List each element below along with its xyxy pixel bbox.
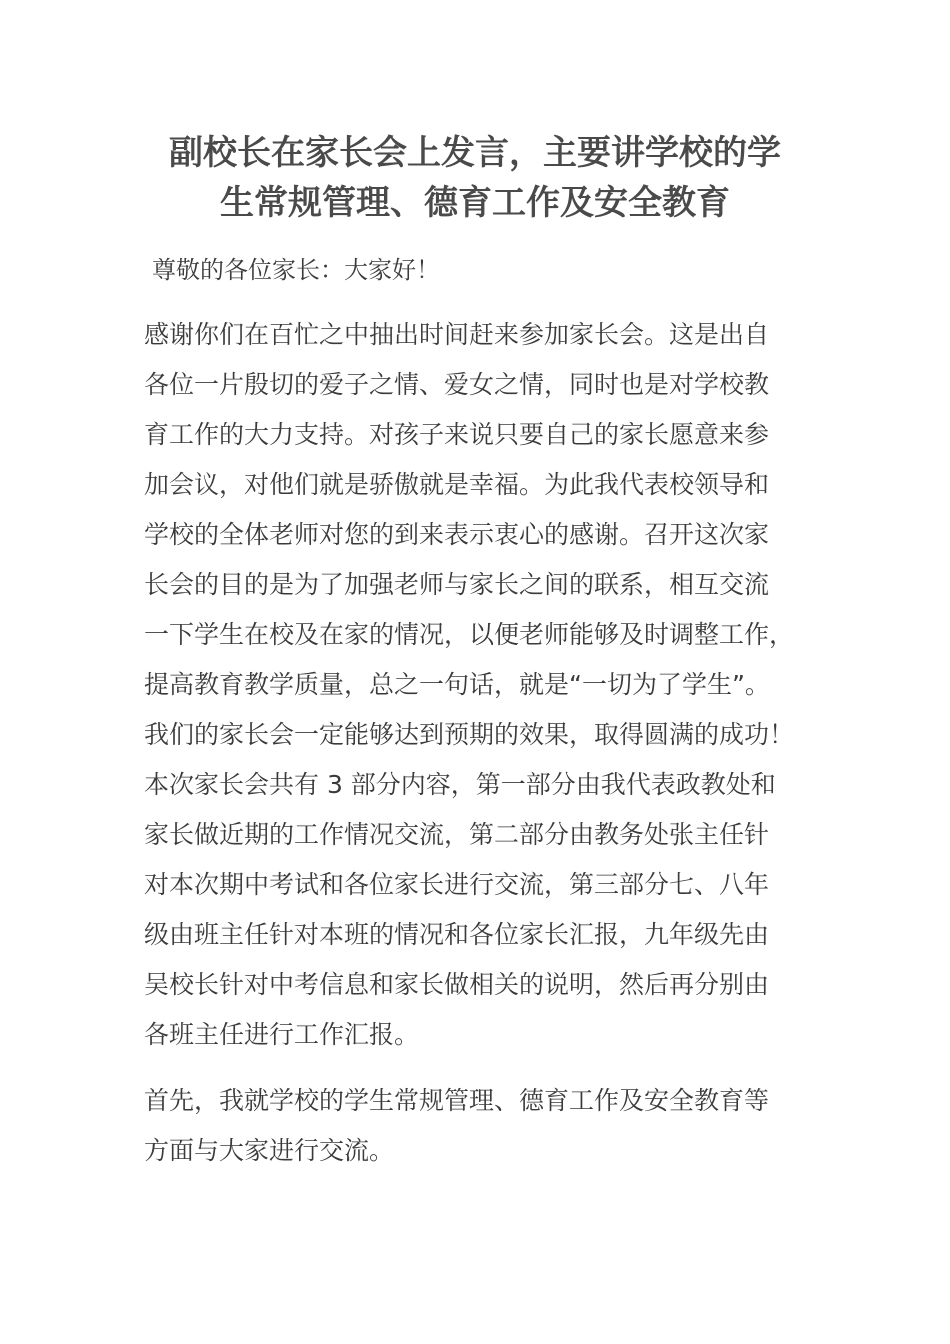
greeting: 尊敬的各位家长：大家好！ [152, 256, 440, 284]
text-line: 本次家长会共有 3 部分内容，第一部分由我代表政教处和 [144, 770, 776, 799]
title-line: 副校长在家长会上发言，主要讲学校的学 [169, 133, 781, 173]
text-line: 一下学生在校及在家的情况，以便老师能够及时调整工作， [144, 620, 795, 649]
text-line: 我们的家长会一定能够达到预期的效果，取得圆满的成功！ [144, 720, 795, 749]
text-line: 家长做近期的工作情况交流，第二部分由教务处张主任针 [144, 820, 770, 849]
text-line: 加会议，对他们就是骄傲就是幸福。为此我代表校领导和 [144, 470, 770, 499]
text-line: 各班主任进行工作汇报。 [144, 1020, 420, 1049]
text-line: 各位一片殷切的爱子之情、爱女之情，同时也是对学校教 [144, 370, 770, 399]
document-title [120, 128, 830, 228]
text-line: 提高教育教学质量，总之一句话，就是“一切为了学生”。 [144, 670, 770, 699]
text-line: 首先，我就学校的学生常规管理、德育工作及安全教育等 [144, 1086, 770, 1115]
text-line: 育工作的大力支持。对孩子来说只要自己的家长愿意来参 [144, 420, 770, 449]
title-line: 生常规管理、德育工作及安全教育 [220, 183, 730, 223]
text-line: 学校的全体老师对您的到来表示衷心的感谢。召开这次家 [144, 520, 770, 549]
text-line: 吴校长针对中考信息和家长做相关的说明，然后再分别由 [144, 970, 770, 999]
text-line: 对本次期中考试和各位家长进行交流，第三部分七、八年 [144, 870, 770, 899]
text-line: 感谢你们在百忙之中抽出时间赶来参加家长会。这是出自 [144, 320, 770, 349]
paragraph-topics [144, 1076, 769, 1176]
text-line: 方面与大家进行交流。 [144, 1136, 395, 1165]
text-line: 级由班主任针对本班的情况和各位家长汇报，九年级先由 [144, 920, 770, 949]
paragraph-intro [144, 310, 794, 1060]
text-line: 长会的目的是为了加强老师与家长之间的联系，相互交流 [144, 570, 770, 599]
